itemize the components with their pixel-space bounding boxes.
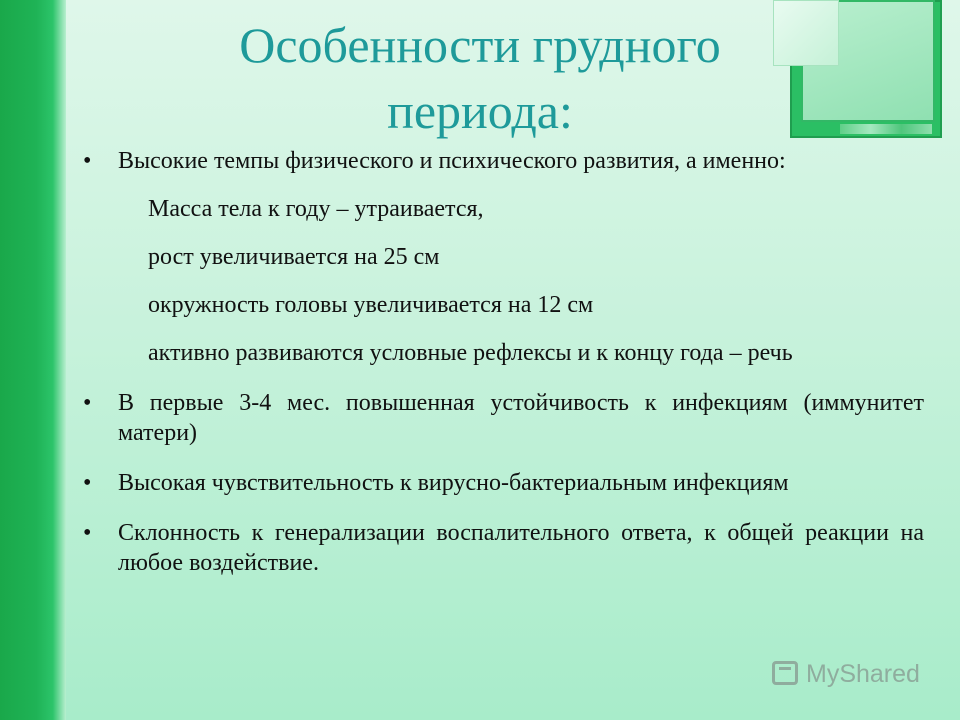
presentation-board-icon: [772, 661, 798, 685]
slide-title-line1: Особенности грудного: [239, 17, 721, 73]
bullet-immunity: • В первые 3-4 мес. повышенная устойчивость к инфекциям (иммунитет матери): [80, 388, 924, 448]
bullet-development: • Высокие темпы физического и психического развития, а именно:: [80, 146, 924, 176]
sub-item-head: окружность головы увеличивается на 12 см: [148, 292, 594, 318]
corner-decoration-bar: [840, 124, 932, 134]
bullet-generalization: • Склонность к генерализации воспалительного ответа, к общей реакции на любое воздействие.: [80, 518, 924, 578]
watermark-text: MyShared: [806, 660, 920, 688]
left-green-stripe: [0, 0, 66, 720]
sub-item-height: рост увеличивается на 25 см: [148, 244, 440, 270]
slide-title: [150, 12, 810, 144]
slide-content: [80, 146, 924, 598]
sub-item-mass: Масса тела к году – утраивается,: [148, 196, 484, 222]
sub-item-reflexes: активно развиваются условные рефлексы и к концу года – речь: [148, 340, 793, 366]
bullet-sensitivity: • Высокая чувствительность к вирусно-бактериальным инфекциям: [80, 468, 924, 498]
watermark: [772, 657, 932, 691]
slide-title-line2: периода:: [387, 83, 573, 139]
